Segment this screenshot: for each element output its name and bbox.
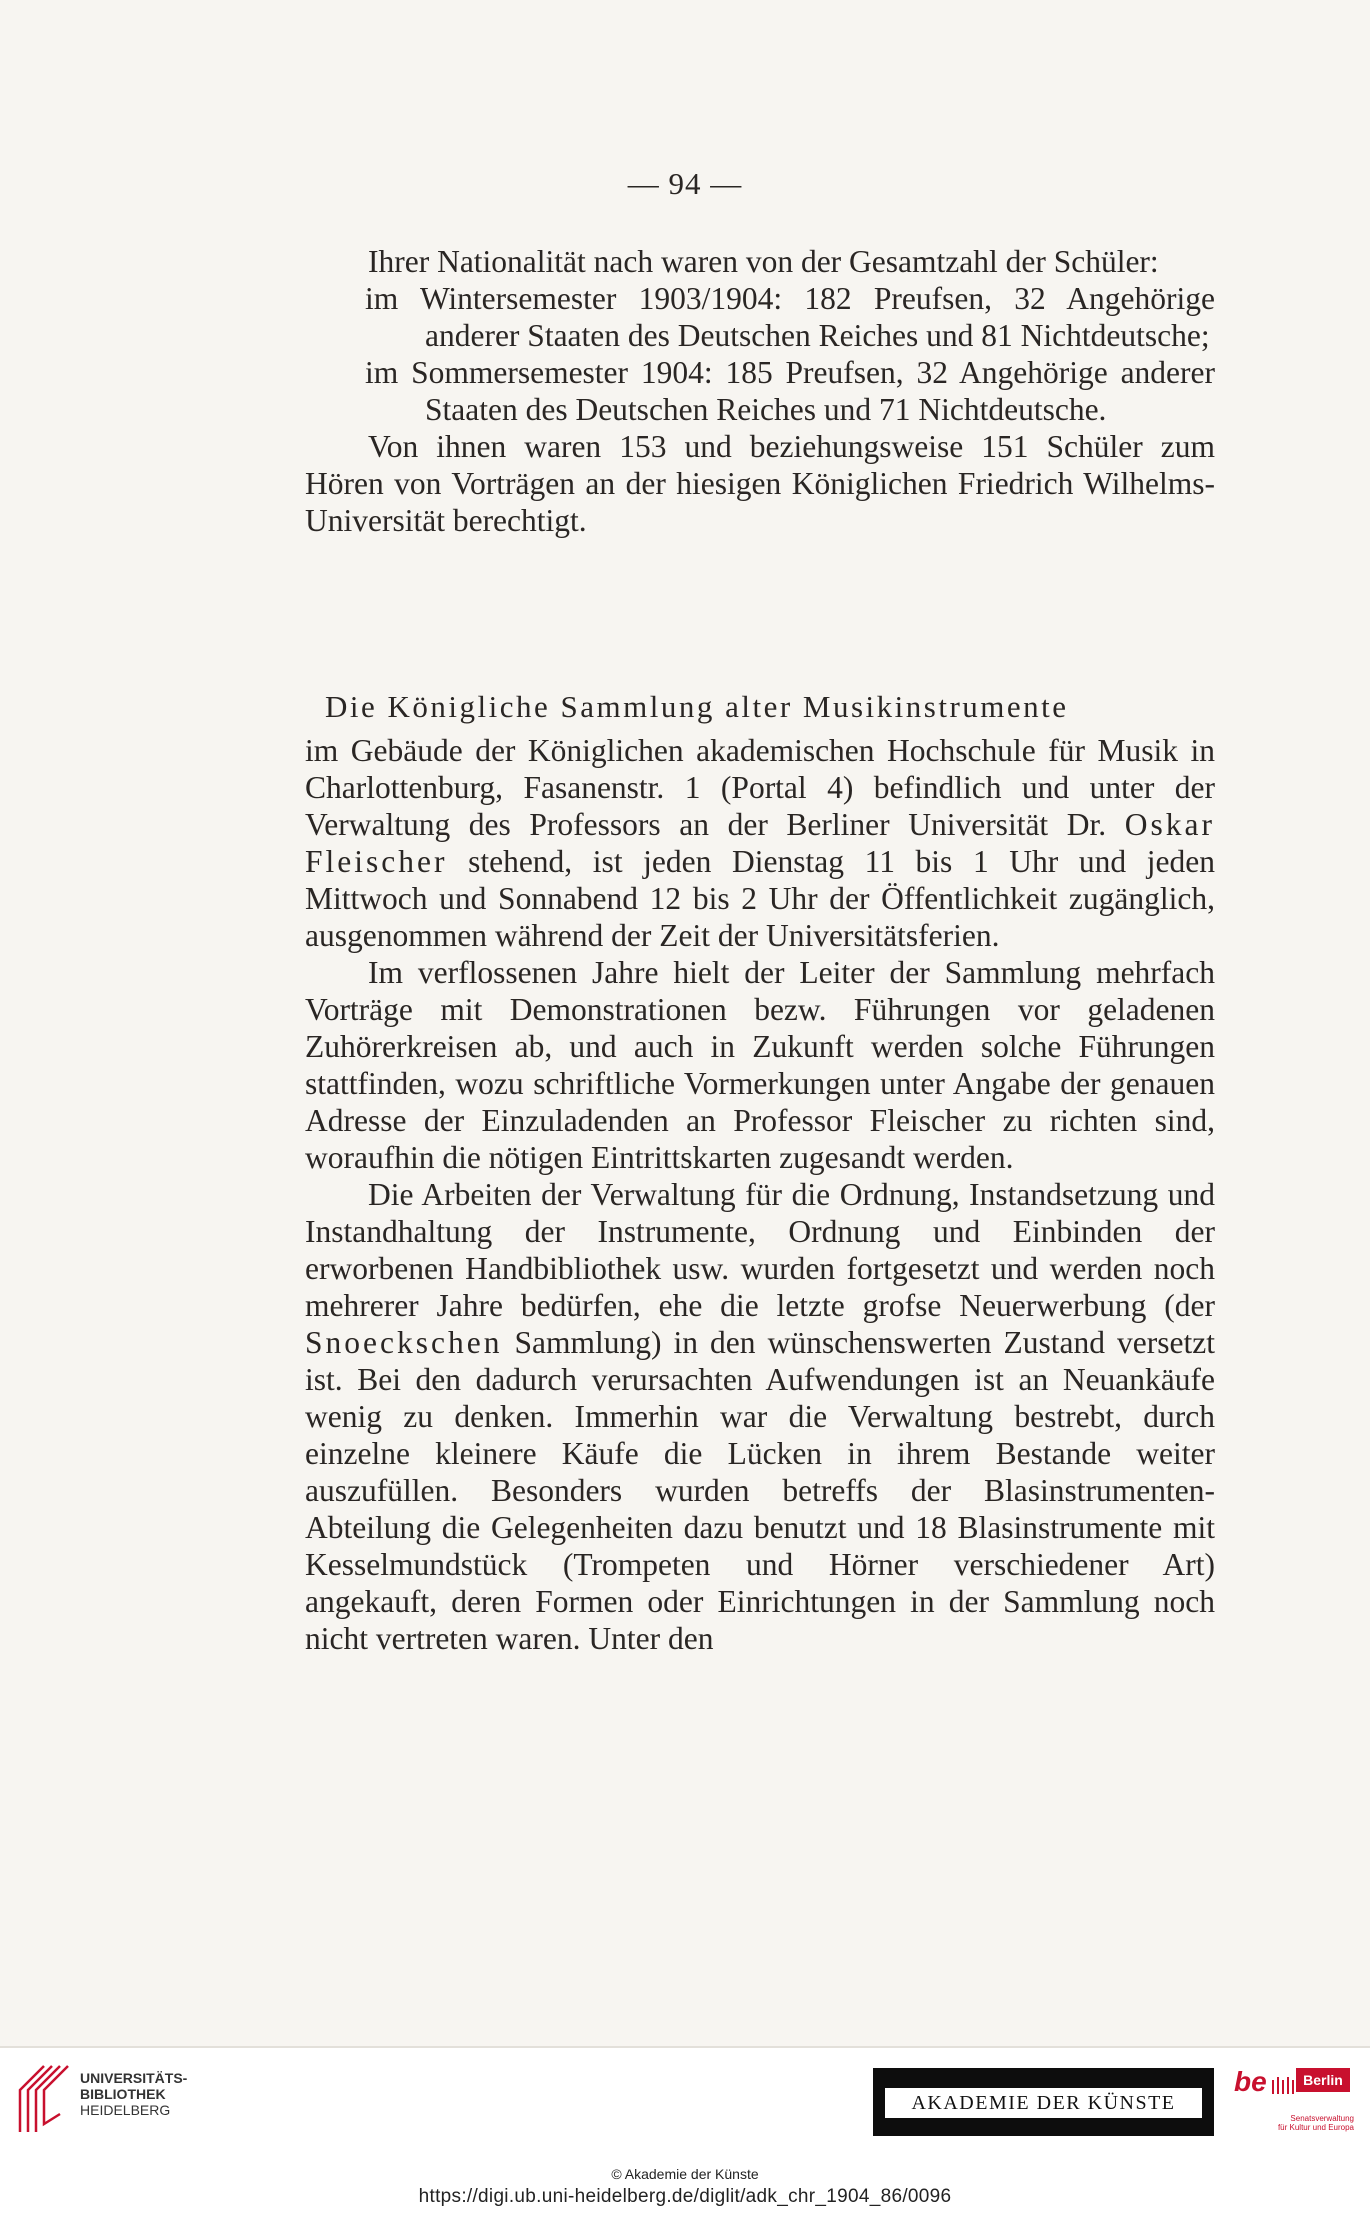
berlin-caption-line-1: Senatsverwaltung <box>1290 2114 1354 2123</box>
berlin-bars-icon <box>1270 2072 1296 2094</box>
collection-name-snoeck: Snoeckschen <box>305 1325 503 1360</box>
paragraph-administration <box>305 1176 1215 1657</box>
source-url-link[interactable]: https://digi.ub.uni-heidelberg.de/diglit/adk_chr_1904_86/0096 <box>418 2186 952 2207</box>
berlin-caption-line-2: für Kultur und Europa <box>1277 2123 1354 2132</box>
page-number: — 94 — <box>627 166 743 201</box>
section-musikinstrumente <box>305 688 1215 1657</box>
section-heading: Die Königliche Sammlung alter Musikinstrumente <box>325 689 1069 724</box>
paragraph-location <box>305 732 1215 954</box>
copyright-notice: © Akademie der Künste <box>611 2166 759 2182</box>
library-name-line-3: HEIDELBERG <box>80 2102 171 2118</box>
berlin-tag: Berlin <box>1296 2068 1350 2092</box>
library-name-line-1: UNIVERSITÄTS- <box>80 2070 188 2086</box>
paragraph-nationality: Ihrer Nationalität nach waren von der Gesamtzahl der Schüler: <box>368 244 1159 279</box>
person-name-fleischer: Oskar Fleischer <box>305 807 1215 879</box>
akademie-der-kuenste-logo[interactable] <box>873 2068 1214 2136</box>
paragraph-lectures: Von ihnen waren 153 und beziehungsweise 151 Schüler zum Hören von Vorträgen an der hiesigen Königlichen Friedrich Wilhelms-Universität berechtigt. <box>305 429 1215 538</box>
footer <box>0 2048 1370 2216</box>
page-body <box>305 243 1215 539</box>
paragraph-location-text-b: stehend, ist jeden Dienstag 11 bis 1 Uhr und jeden Mittwoch und Sonnabend 12 bis 2 Uhr der Öffentlichkeit zugänglich, ausgenommen während der Zeit der Universitätsferien. <box>305 844 1215 953</box>
library-name-line-2: BIBLIOTHEK <box>80 2086 166 2102</box>
akademie-logo-text: AKADEMIE DER KÜNSTE <box>885 2088 1202 2118</box>
paragraph-location-text-a: im Gebäude der Königlichen akademischen Hochschule für Musik in Charlottenburg, Fasanenstr. 1 (Portal 4) befindlich und unter der Verwaltung des Professors an der Berliner Universität Dr. <box>305 733 1215 842</box>
paragraph-administration-text-a: Die Arbeiten der Verwaltung für die Ordnung, Instandsetzung und Instandhaltung der Instrumente, Ordnung und Einbinden der erworbenen Handbibliothek usw. wurden fortgesetzt und werden noch mehrerer Jahre bedürfen, ehe die letzte grofse Neuerwerbung (der <box>305 1177 1215 1323</box>
berlin-senate-caption <box>1264 2114 1354 2132</box>
list-item-summer: im Sommersemester 1904: 185 Preufsen, 32 Angehörige anderer Staaten des Deutschen Reiches und 71 Nichtdeutsche. <box>365 355 1215 427</box>
berlin-be-text: be <box>1234 2066 1267 2097</box>
paragraph-administration-text-b: Sammlung) in den wünschenswerten Zustand versetzt ist. Bei den dadurch verursachten Aufwendungen ist an Neuankäufe wenig zu denken. Immerhin war die Verwaltung bestrebt, durch einzelne kleinere Käufe die Lücken in ihrem Bestande weiter auszufüllen. Besonders wurden betreffs der Blasinstrumenten-Abteilung die Gelegenheiten dazu benutzt und 18 Blasinstrumente mit Kesselmundstück (Trompeten und Hörner verschiedener Art) angekauft, deren Formen oder Einrichtungen in der Sammlung noch nicht vertreten waren. Unter den <box>305 1325 1215 1656</box>
university-library-name[interactable] <box>80 2070 187 2118</box>
university-library-logo-icon[interactable] <box>14 2062 74 2134</box>
list-item-winter: im Wintersemester 1903/1904: 182 Preufsen, 32 Angehörige anderer Staaten des Deutschen Reiches und 81 Nichtdeutsche; <box>365 281 1215 353</box>
paragraph-lectures-tours: Im verflossenen Jahre hielt der Leiter der Sammlung mehrfach Vorträge mit Demonstrationen bezw. Führungen vor geladenen Zuhörerkreisen ab, und auch in Zukunft werden solche Führungen stattfinden, wozu schriftliche Vormerkungen unter Angabe der genauen Adresse der Einzuladenden an Professor Fleischer zu richten sind, woraufhin die nötigen Eintrittskarten zugesandt werden. <box>305 955 1215 1175</box>
berlin-senate-logo[interactable] <box>1234 2062 1354 2136</box>
